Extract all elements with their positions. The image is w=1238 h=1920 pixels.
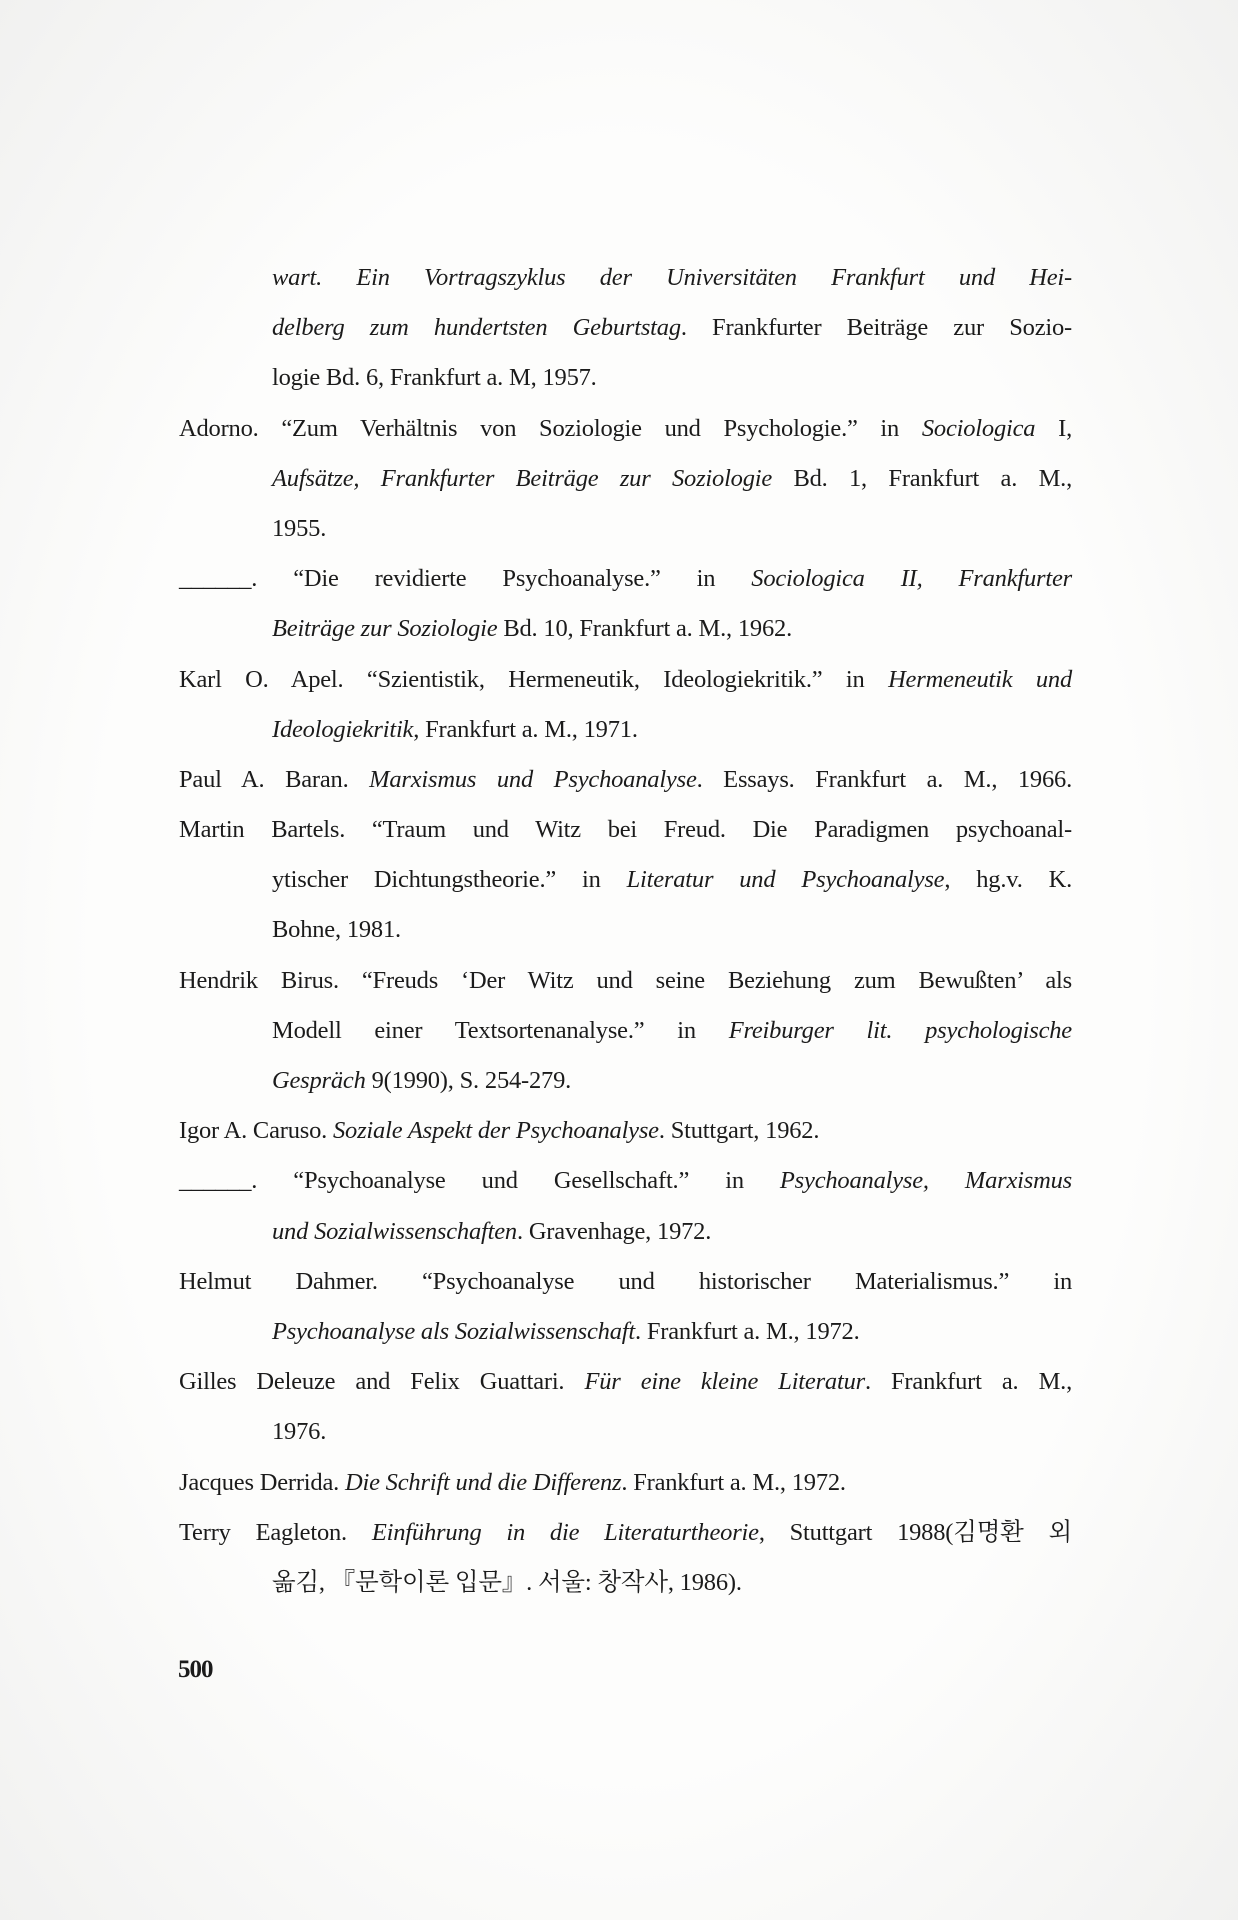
entry-text: Adorno. “Zum Verhältnis von Soziologie und Psychologie.” in — [179, 414, 922, 442]
bibliography-line — [272, 705, 1072, 755]
bibliography-line — [179, 404, 1072, 454]
entry-text: Paul A. Baran. — [179, 765, 370, 793]
entry-text: , Stuttgart 1988(김명환 외 — [758, 1518, 1072, 1546]
italic-title-text: Die Schrift und die Differenz — [344, 1468, 622, 1496]
bibliography-line — [272, 1407, 1072, 1457]
bibliography-line — [272, 303, 1072, 353]
italic-title-text: Hermeneutik und — [888, 665, 1072, 693]
italic-title-text: Psychoanalyse als Sozialwissenschaft — [272, 1317, 635, 1345]
bibliography-line — [272, 855, 1072, 905]
entry-text: . Frankfurt a. M., 1972. — [621, 1468, 846, 1496]
italic-title-text: Ideologiekritik — [272, 715, 414, 743]
bibliography-line — [179, 1508, 1072, 1558]
italic-title-text: Freiburger lit. psychologische — [728, 1016, 1072, 1044]
entry-text: ______. “Die revidierte Psychoanalyse.” in — [179, 565, 752, 593]
italic-title-text: Für eine kleine Literatur — [584, 1368, 865, 1396]
italic-title-text: Sociologica II, Frankfurter — [751, 565, 1072, 593]
italic-title-text: Psychoanalyse, Marxismus — [779, 1167, 1072, 1195]
bibliography-line — [179, 554, 1072, 604]
bibliography-line — [272, 1207, 1072, 1257]
entry-text: 옮김, 『문학이론 입문』. 서울: 창작사, 1986). — [272, 1568, 742, 1596]
entry-text: Bd. 1, Frankfurt a. M., — [772, 464, 1073, 492]
entry-text: Gilles Deleuze and Felix Guattari. — [179, 1368, 585, 1396]
italic-title-text: und Sozialwissenschaften — [272, 1217, 517, 1245]
entry-text: . Stuttgart, 1962. — [658, 1117, 820, 1145]
entry-text: Terry Eagleton. — [179, 1518, 372, 1546]
entry-text: Modell einer Textsortenanalyse.” in — [272, 1016, 729, 1044]
entry-text: Helmut Dahmer. “Psychoanalyse und historischer Materialismus.” in — [179, 1267, 1072, 1295]
entry-text: Hendrik Birus. “Freuds ‘Der Witz und seine Beziehung zum Bewußten’ als — [179, 966, 1072, 994]
bibliography-line — [179, 1156, 1072, 1206]
entry-text: , Frankfurt a. M., 1971. — [413, 715, 638, 743]
entry-text: Bd. 10, Frankfurt a. M., 1962. — [497, 615, 793, 643]
entry-text: Bohne, 1981. — [272, 916, 401, 944]
entry-text: , hg.v. K. — [944, 866, 1072, 894]
page-number: 500 — [178, 1656, 213, 1683]
entry-text: 1955. — [272, 514, 327, 542]
bibliography-line — [272, 454, 1072, 504]
entry-text: Martin Bartels. “Traum und Witz bei Freud. Die Paradigmen psychoanal- — [179, 816, 1072, 844]
italic-title-text: Beiträge zur Soziologie — [272, 615, 498, 643]
bibliography-list — [179, 253, 1072, 1608]
italic-title-text: Einführung in die Literaturtheorie — [371, 1518, 759, 1546]
italic-title-text: Marxismus und Psychoanalyse — [369, 765, 697, 793]
italic-title-text: wart. Ein Vortragszyklus der Universitäten Frankfurt und Hei- — [272, 264, 1072, 291]
entry-text: . Essays. Frankfurt a. M., 1966. — [696, 765, 1072, 793]
bibliography-line — [272, 1006, 1072, 1056]
entry-text: ______. “Psychoanalyse und Gesellschaft.” in — [179, 1167, 780, 1195]
bibliography-line — [272, 253, 1072, 303]
entry-text: . Frankfurt a. M., 1972. — [635, 1317, 860, 1345]
bibliography-line — [272, 504, 1072, 554]
italic-title-text: Soziale Aspekt der Psychoanalyse — [333, 1117, 659, 1145]
bibliography-line — [179, 655, 1072, 705]
bibliography-line — [179, 1458, 1072, 1508]
italic-title-text: Literatur und Psychoanalyse — [626, 866, 945, 894]
bibliography-line — [272, 604, 1072, 654]
entry-text: 1976. — [272, 1418, 327, 1446]
bibliography-line — [272, 1307, 1072, 1357]
bibliography-line — [272, 1558, 1072, 1608]
italic-title-text: Aufsätze, Frankfurter Beiträge zur Soziologie — [272, 464, 773, 492]
bibliography-line — [179, 1257, 1072, 1307]
bibliography-line — [179, 1106, 1072, 1156]
entry-text: . Gravenhage, 1972. — [516, 1217, 712, 1245]
italic-title-text: Gespräch — [272, 1067, 366, 1094]
bibliography-line — [179, 956, 1072, 1006]
bibliography-line — [272, 1056, 1072, 1106]
entry-text: Karl O. Apel. “Szientistik, Hermeneutik, Ideologiekritik.” in — [179, 665, 889, 693]
bibliography-line — [179, 1357, 1072, 1407]
entry-text: logie Bd. 6, Frankfurt a. M, 1957. — [272, 364, 597, 392]
entry-text: . Frankfurter Beiträge zur Sozio- — [680, 314, 1073, 342]
bibliography-line — [179, 755, 1072, 805]
bibliography-line — [179, 805, 1072, 855]
italic-title-text: delberg zum hundertsten Geburtstag — [272, 314, 681, 342]
italic-title-text: Sociologica — [921, 414, 1036, 442]
entry-text: I, — [1035, 414, 1072, 442]
entry-text: 9(1990), S. 254-279. — [365, 1067, 572, 1094]
entry-text: Jacques Derrida. — [179, 1468, 345, 1496]
bibliography-line — [272, 353, 1072, 403]
entry-text: . Frankfurt a. M., — [864, 1368, 1073, 1396]
entry-text: Igor A. Caruso. — [179, 1117, 333, 1145]
entry-text: ytischer Dichtungstheorie.” in — [272, 866, 627, 894]
bibliography-line — [272, 905, 1072, 955]
